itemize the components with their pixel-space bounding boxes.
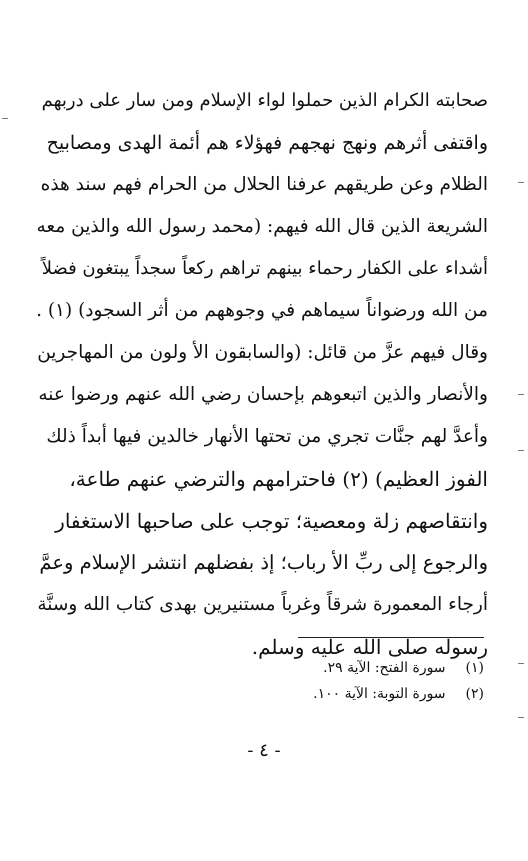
footnote-item xyxy=(200,655,484,681)
text-line: واقتفى أثرهم ونهج نهجهم فهؤلاء هم أئمة الهدى ومصابيح xyxy=(46,132,488,154)
text-line: صحابته الكرام الذين حملوا لواء الإسلام ومن سار على دربهم xyxy=(41,90,488,111)
text-line: من الله ورضواناً سيماهم في وجوههم من أثر السجود) (١) . xyxy=(36,300,488,321)
footnote-text: سورة الفتح: الآية ٢٩. xyxy=(323,660,446,676)
text-line: رسوله صلى الله عليه وسلم. xyxy=(251,635,488,659)
footnote-number: (٢) xyxy=(465,686,484,702)
margin-tick xyxy=(518,394,524,395)
footnotes xyxy=(200,655,484,707)
margin-tick xyxy=(2,118,8,119)
text-line: الظلام وعن طريقهم عرفنا الحلال من الحرام فهم سند هذه xyxy=(40,174,488,195)
text-line: أرجاء المعمورة شرقاً وغرباً مستنيرين بهدى كتاب الله وسنَّة xyxy=(37,594,488,615)
margin-tick xyxy=(518,717,524,718)
text-line: الفوز العظيم) (٢) فاحترامهم والترضي عنهم طاعة، xyxy=(69,467,488,491)
text-line: وأعدَّ لهم جنَّات تجري من تحتها الأنهار خالدين فيها أبداً ذلك xyxy=(46,426,488,447)
page-number: - ٤ - xyxy=(247,740,281,761)
text-line: والرجوع إلى ربِّ الأ رباب؛ إذ بفضلهم انتشر الإسلام وعمَّ xyxy=(39,551,488,574)
main-text xyxy=(36,80,488,668)
margin-tick xyxy=(518,450,524,451)
text-line: أشداء على الكفار رحماء بينهم تراهم ركعاً سجداً يبتغون فضلاً xyxy=(41,258,488,279)
footnote-separator xyxy=(298,637,484,638)
margin-tick xyxy=(518,663,524,664)
footnote-item xyxy=(200,681,484,707)
footnote-number: (١) xyxy=(465,660,484,676)
text-line: الشريعة الذين قال الله فيهم: (محمد رسول الله والذين معه xyxy=(36,216,488,237)
margin-tick xyxy=(518,182,524,183)
text-line: والأنصار والذين اتبعوهم بإحسان رضي الله عنهم ورضوا عنه xyxy=(38,384,488,405)
text-line: وانتقاصهم زلة ومعصية؛ توجب على صاحبها الاستغفار xyxy=(55,509,488,533)
text-line: وقال فيهم عزَّ من قائل: (والسابقون الأ ولون من المهاجرين xyxy=(37,342,488,363)
footnote-text: سورة التوبة: الآية ١٠٠. xyxy=(313,686,446,702)
